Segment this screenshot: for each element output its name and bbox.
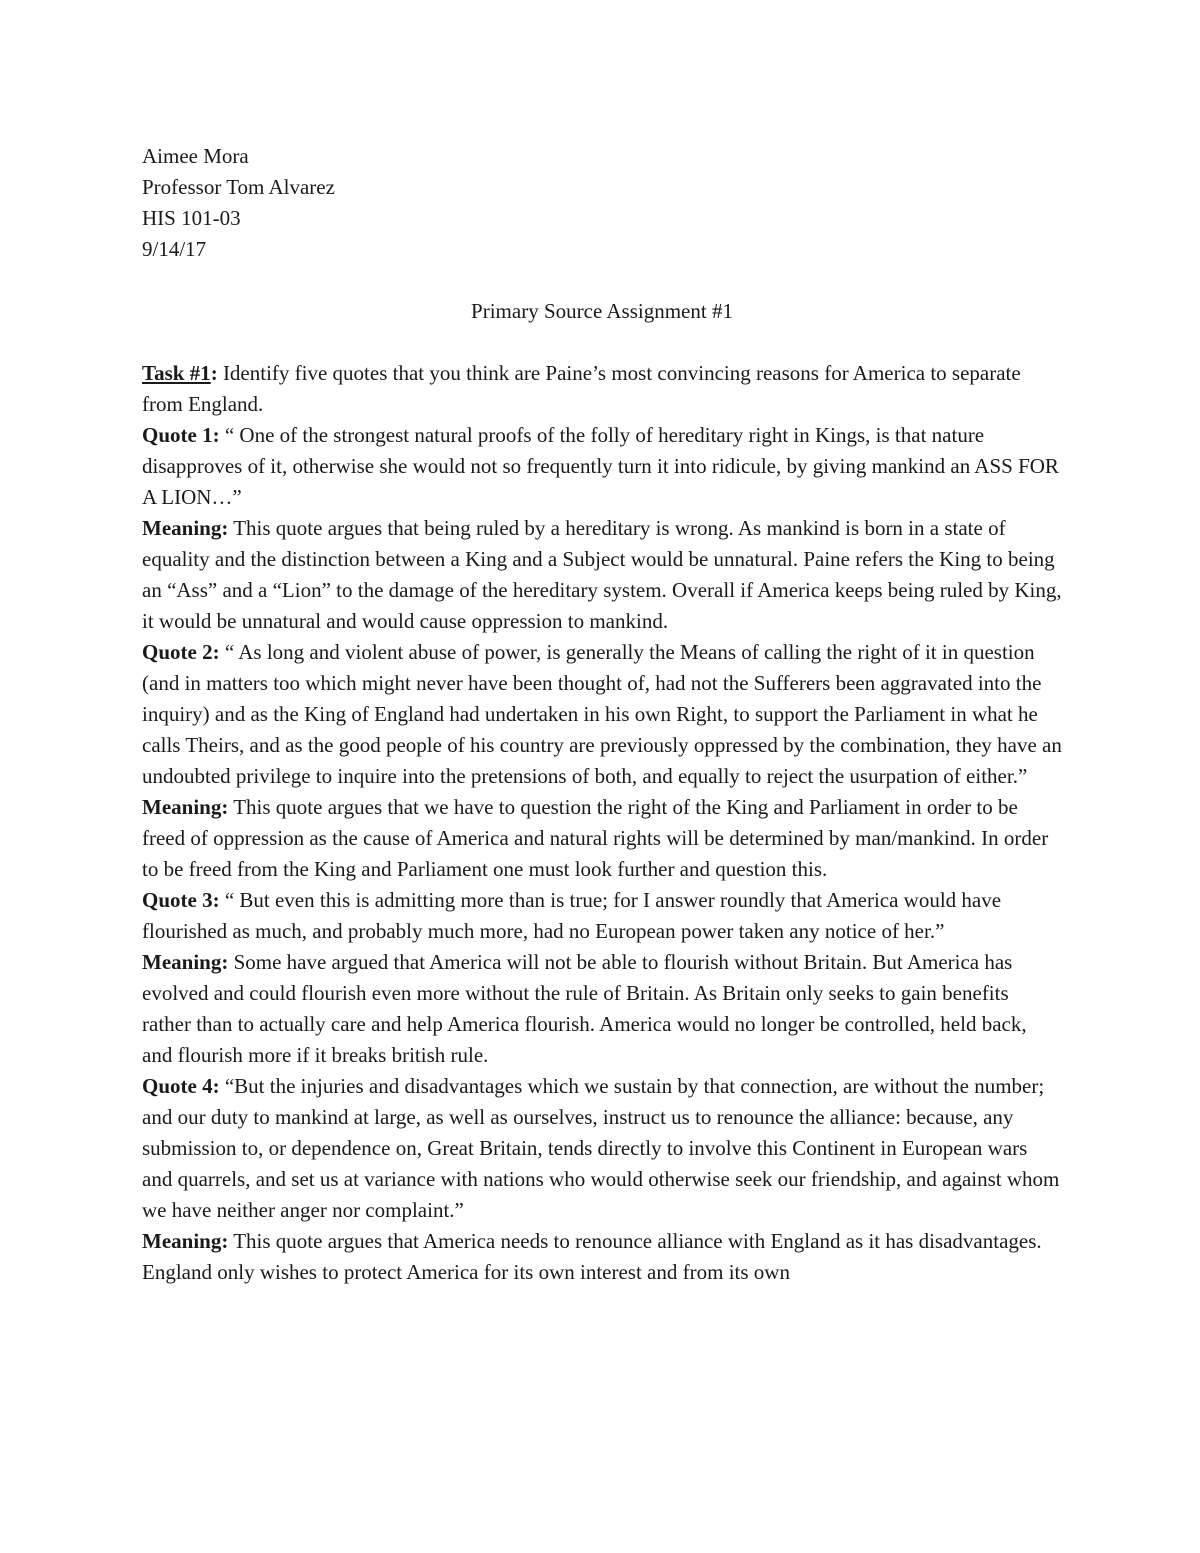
- quote-1-paragraph: [142, 420, 1062, 513]
- meaning-text: Some have argued that America will not be able to flourish without Britain. But America has evolved and could flourish even more without the rule of Britain. As Britain only seeks to gain benefits rather than to actually care and help America flourish. America would no longer be controlled, held back, and flourish more if it breaks british rule.: [142, 950, 1027, 1067]
- meaning-label: Meaning:: [142, 950, 229, 974]
- assignment-date: 9/14/17: [142, 237, 207, 261]
- meaning-text: This quote argues that being ruled by a hereditary is wrong. As mankind is born in a state of equality and the distinction between a King and a Subject would be unnatural. Paine refers the King to being an “Ass” and a “Lion” to the damage of the hereditary system. Overall if America keeps being ruled by King, it would be unnatural and would cause oppression to mankind.: [142, 516, 1062, 633]
- quote-label: Quote 3:: [142, 888, 220, 912]
- meaning-1-paragraph: [142, 513, 1062, 637]
- meaning-3-paragraph: [142, 947, 1062, 1071]
- quote-4-paragraph: [142, 1071, 1062, 1226]
- page-title: Primary Source Assignment #1: [471, 299, 733, 323]
- quote-2-paragraph: [142, 637, 1062, 792]
- meaning-4-paragraph: [142, 1226, 1062, 1288]
- quote-label: Quote 4:: [142, 1074, 220, 1098]
- task-paragraph: [142, 358, 1062, 420]
- quote-text: “ As long and violent abuse of power, is generally the Means of calling the right of it in question (and in matters too which might never have been thought of, had not the Sufferers been aggravated into the inquiry) and as the King of England had undertaken in his own Right, to support the Parliament in what he calls Theirs, and as the good people of his country are previously oppressed by the combination, they have an undoubted privilege to inquire into the pretensions of both, and equally to reject the usurpation of either.”: [142, 640, 1062, 788]
- quote-text: “ One of the strongest natural proofs of the folly of hereditary right in Kings, is that nature disapproves of it, otherwise she would not so frequently turn it into ridicule, by giving mankind an ASS FOR A LION…”: [142, 423, 1059, 509]
- meaning-label: Meaning:: [142, 516, 229, 540]
- task-text: Identify five quotes that you think are Paine’s most convincing reasons for America to separate from England.: [142, 361, 1021, 416]
- quote-3-paragraph: [142, 885, 1062, 947]
- meaning-text: This quote argues that America needs to renounce alliance with England as it has disadvantages. England only wishes to protect America for its own interest and from its own: [142, 1229, 1042, 1284]
- meaning-label: Meaning:: [142, 1229, 229, 1253]
- meaning-2-paragraph: [142, 792, 1062, 885]
- quote-text: “But the injuries and disadvantages which we sustain by that connection, are without the number; and our duty to mankind at large, as well as ourselves, instruct us to renounce the alliance: because, any submission to, or dependence on, Great Britain, tends directly to involve this Continent in European wars and quarrels, and set us at variance with nations who would otherwise seek our friendship, and against whom we have neither anger nor complaint.”: [142, 1074, 1060, 1222]
- meaning-label: Meaning:: [142, 795, 229, 819]
- task-label-colon: :: [210, 361, 218, 385]
- quote-text: “ But even this is admitting more than is true; for I answer roundly that America would have flourished as much, and probably much more, had no European power taken any notice of her.”: [142, 888, 1002, 943]
- document-body: [142, 141, 1062, 1288]
- professor-name: Professor Tom Alvarez: [142, 175, 335, 199]
- quote-label: Quote 1:: [142, 423, 220, 447]
- quote-label: Quote 2:: [142, 640, 220, 664]
- course-code: HIS 101-03: [142, 206, 241, 230]
- meaning-text: This quote argues that we have to question the right of the King and Parliament in order to be freed of oppression as the cause of America and natural rights will be determined by man/mankind. In order to be freed from the King and Parliament one must look further and question this.: [142, 795, 1049, 881]
- task-label: Task #1: [142, 361, 211, 385]
- student-name: Aimee Mora: [142, 144, 249, 168]
